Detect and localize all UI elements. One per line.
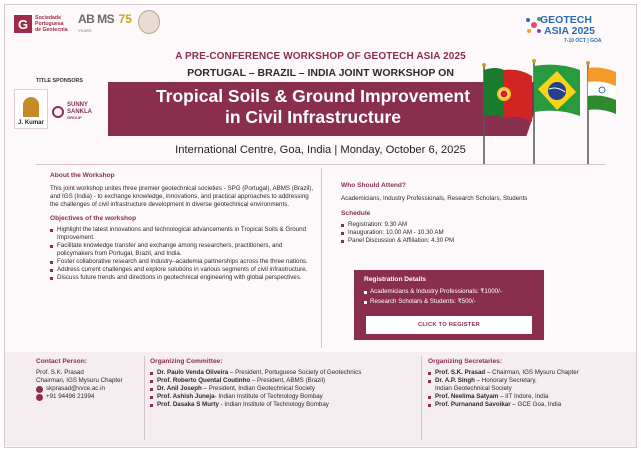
- contact-email-row[interactable]: skprasad@vvce.ac.in: [36, 385, 146, 393]
- geotech-asia-logo: GEOTECH ASIA 2025 7-10 OCT | GOA: [524, 12, 632, 48]
- joint-workshop-title: PORTUGAL – BRAZIL – INDIA JOINT WORKSHOP ON: [187, 67, 454, 79]
- left-column: [50, 172, 318, 282]
- list-item: Registration: 9.30 AM: [341, 221, 609, 229]
- list-item: Facilitate knowledge transfer and exchange among researchers, practitioners, and policymakers from Portugal, Brazil, and India.: [50, 242, 318, 258]
- main-title: Tropical Soils & Ground Improvement in Civil Infrastructure: [155, 86, 471, 127]
- register-button[interactable]: CLICK TO REGISTER: [366, 316, 532, 334]
- schedule-list: [341, 221, 609, 245]
- objectives-list: [50, 226, 318, 282]
- list-item: Address current challenges and explore solutions in various segments of civil infrastructure.: [50, 266, 318, 274]
- list-item: Academicians & Industry Professionals: ₹1000/-: [364, 287, 534, 297]
- list-item: Discuss future trends and directions in geotechnical engineering with global perspectives.: [50, 274, 318, 282]
- list-item: Prof. Neelima Satyam – IIT Indore, India: [428, 393, 628, 401]
- list-item: Dr. A.P. Singh – Honorary Secretary, Indian Geotechnical Society: [428, 377, 628, 393]
- contact-person: Contact Person: Prof. S.K. Prasad Chairman, IGS Mysuru Chapter skprasad@vvce.ac.in +91 94496 21994: [36, 358, 146, 401]
- list-item: Prof. S.K. Prasad – Chairman, IGS Mysuru Chapter: [428, 369, 628, 377]
- contact-name: Prof. S.K. Prasad: [36, 369, 84, 376]
- list-item: Inauguration: 10.00 AM - 10.30 AM: [341, 229, 609, 237]
- right-column: [341, 182, 609, 245]
- sppg-logo: G Sociedade Portuguesa de Geotecnia: [14, 12, 84, 36]
- list-item: Prof. Purnanand Savoikar – GCE Goa, India: [428, 401, 628, 409]
- list-item: Dr. Paulo Venda Oliveira – President, Portuguese Society of Geotechnics: [150, 369, 418, 377]
- sppg-logo-mark: G: [14, 15, 32, 33]
- footer-divider: [421, 356, 422, 440]
- organizing-secretaries: Organizing Secretaries: Prof. S.K. Prasad – Chairman, IGS Mysuru Chapter Dr. A.P. Singh – Honorary Secretary, Indian Geotechnical Society Prof. Neelima Satyam – IIT Indore, India Prof. Purnanand Savoikar – GCE Goa, India: [428, 358, 628, 409]
- jkumar-arch-icon: [23, 97, 39, 117]
- about-text: This joint workshop unites three premier geotechnical societies - SPG (Portugal), ABMS (Brazil), and IGS (India) - to exchange knowledge, innovations, and practical approaches to addressing the challenges of civil infrastructure development in diverse geotechnical environments.: [50, 185, 314, 208]
- list-item: Dr. Anil Joseph – President, Indian Geotechnical Society: [150, 385, 418, 393]
- list-item: Prof. Dasaka S Murty - Indian Institute of Technology Bombay: [150, 401, 418, 409]
- contact-role: Chairman, IGS Mysuru Chapter: [36, 377, 123, 384]
- list-item: Panel Discussion & Affiliation: 4.30 PM: [341, 237, 609, 245]
- attend-text: Academicians, Industry Professionals, Research Scholars, Students: [341, 195, 528, 202]
- jkumar-sponsor-logo: J. Kumar: [14, 89, 48, 129]
- list-item: Prof. Ashish Juneja- Indian Institute of Technology Bombay: [150, 393, 418, 401]
- list-item: Foster collaborative research and industry–academia partnerships across the three nations.: [50, 258, 318, 266]
- organizing-committee: Organizing Committee: Dr. Paulo Venda Oliveira – President, Portuguese Society of Geotechnics Prof. Roberto Quental Coutinho – President, ABMS (Brazil) Dr. Anil Joseph – President, Indian Geotechnical Society Prof. Ashish Juneja- Indian Institute of Technology Bombay Prof. Dasaka S Murty - Indian Institute of Technology Bombay: [150, 358, 418, 409]
- sunny-sankla-sponsor-logo: SUNNY SANKLA GROUP: [52, 102, 92, 122]
- contact-phone-row[interactable]: +91 94496 21994: [36, 393, 146, 401]
- schedule-title: Schedule: [341, 210, 371, 217]
- registration-title: Registration Details: [364, 276, 426, 283]
- abms-logo: AB MS 75 YEARS: [78, 12, 132, 33]
- list-item: Prof. Roberto Quental Coutinho – President, ABMS (Brazil): [150, 377, 418, 385]
- igs-logo-icon: [138, 10, 160, 34]
- title-sponsors-label: TITLE SPONSORS: [36, 78, 84, 84]
- pre-conference-title: A PRE-CONFERENCE WORKSHOP OF GEOTECH ASIA 2025: [175, 51, 466, 62]
- attend-title: Who Should Attend?: [341, 182, 406, 189]
- venue-date: International Centre, Goa, India | Monday, October 6, 2025: [175, 144, 466, 156]
- column-divider: [321, 168, 322, 348]
- list-item: Research Scholars & Students: ₹500/-: [364, 297, 534, 307]
- divider: [36, 164, 606, 165]
- objectives-title: Objectives of the workshop: [50, 215, 137, 222]
- about-title: About the Workshop: [50, 172, 115, 179]
- email-icon: [36, 386, 43, 393]
- phone-icon: [36, 394, 43, 401]
- list-item: Highlight the latest innovations and technological advancements in Tropical Soils & Ground Improvement.: [50, 226, 318, 242]
- sunny-sankla-icon: [52, 106, 64, 118]
